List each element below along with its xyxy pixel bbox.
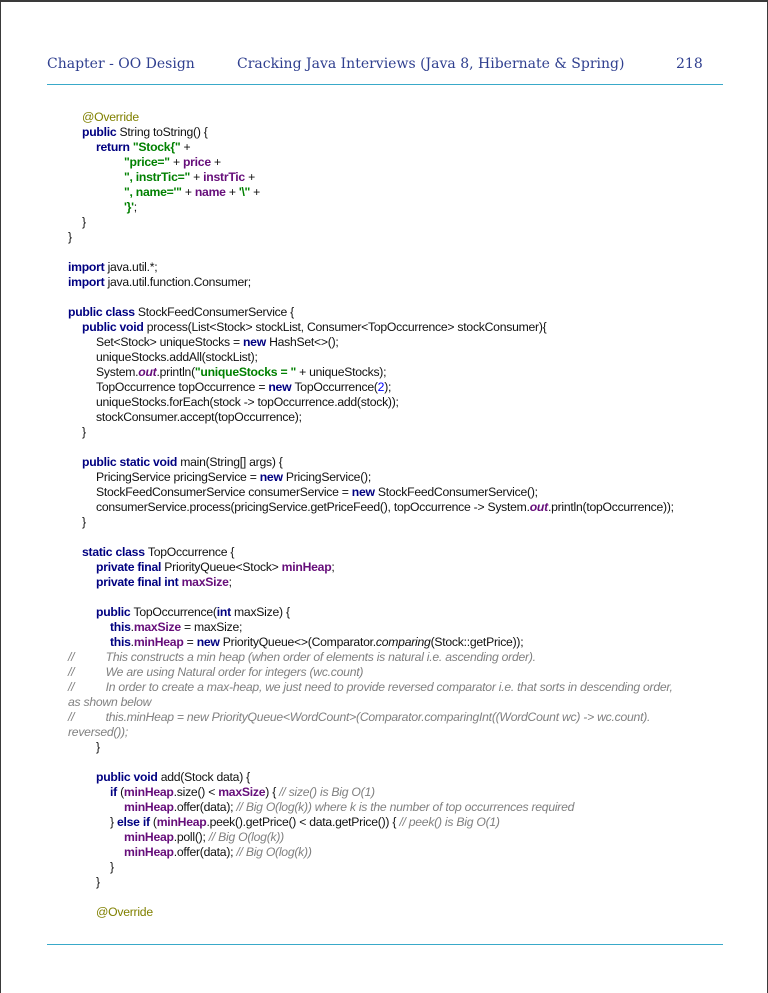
code-line	[82, 545, 234, 560]
code-token: // This constructs a min heap (when order of elements is natural i.e. ascending order).	[68, 650, 536, 664]
code-token: (Stock::getPrice));	[430, 635, 524, 649]
code-token: ;	[331, 560, 335, 574]
code-token: out	[529, 500, 548, 514]
code-token: .println(	[156, 365, 195, 379]
code-token: (	[152, 815, 157, 829]
code-token: return	[96, 140, 133, 154]
code-token: maxSize	[133, 620, 184, 634]
code-token: String toString() {	[119, 125, 208, 139]
code-line	[96, 770, 250, 785]
code-token: stockConsumer.accept(topOccurrence);	[96, 410, 302, 424]
code-line	[96, 500, 674, 515]
code-token: import	[68, 275, 108, 289]
code-token: static class	[82, 545, 148, 559]
code-line	[68, 275, 251, 290]
code-token: "uniqueStocks = "	[194, 365, 300, 379]
code-line	[96, 905, 153, 920]
code-token: // We are using Natural order for integers (wc.count)	[68, 665, 364, 679]
code-token: private final int	[96, 575, 182, 589]
code-token: // peek() is Big O(1)	[399, 815, 500, 829]
code-line	[110, 620, 242, 635]
code-token: ", name='"	[124, 185, 185, 199]
code-line	[68, 230, 72, 245]
code-token: (	[120, 785, 124, 799]
code-token: if	[110, 785, 121, 799]
code-line	[82, 110, 139, 125]
code-token: minHeap	[124, 845, 174, 859]
code-token: public void	[96, 770, 161, 784]
code-token: minHeap	[281, 560, 332, 574]
code-line	[82, 320, 546, 335]
code-token: HashSet<>();	[269, 335, 339, 349]
code-token: // In order to create a max-heap, we just need to provide reversed comparator i.e. that sorts in descending order,	[68, 680, 673, 694]
code-token: }	[82, 515, 86, 529]
code-token: System.	[96, 365, 139, 379]
code-token: .peek().getPrice() < data.getPrice()) {	[206, 815, 400, 829]
code-token: +	[183, 140, 191, 154]
code-token: price	[182, 155, 214, 169]
code-line	[82, 425, 86, 440]
code-line	[82, 515, 86, 530]
code-token: ) {	[265, 785, 280, 799]
code-line	[96, 140, 190, 155]
code-token: new	[196, 635, 223, 649]
code-token: }	[82, 425, 86, 439]
code-token: PriorityQueue<Stock>	[164, 560, 282, 574]
code-token: else if	[116, 815, 153, 829]
code-token: public	[82, 125, 120, 139]
code-token: add(Stock data) {	[160, 770, 250, 784]
code-token: ;	[228, 575, 232, 589]
code-token: =	[186, 635, 197, 649]
code-token: = maxSize;	[183, 620, 243, 634]
code-token: );	[384, 380, 392, 394]
code-line	[68, 695, 151, 710]
code-line	[82, 215, 86, 230]
code-token: +	[228, 185, 239, 199]
code-token: instrTic	[203, 170, 249, 184]
code-line	[124, 845, 312, 860]
code-token: new	[259, 470, 286, 484]
code-token: TopOccurrence(	[133, 605, 217, 619]
code-token: minHeap	[124, 830, 174, 844]
code-token: TopOccurrence topOccurrence =	[96, 380, 269, 394]
code-token: ", instrTic="	[124, 170, 194, 184]
code-line	[96, 605, 290, 620]
code-token: public class	[68, 305, 138, 319]
code-token: new	[351, 485, 378, 499]
code-line	[96, 875, 100, 890]
page-number: 218	[676, 56, 703, 72]
code-token: consumerService.process(pricingService.getPriceFeed(), topOccurrence -> System.	[96, 500, 530, 514]
code-token: .offer(data);	[173, 800, 237, 814]
code-token: +	[248, 170, 255, 184]
code-token: '\''	[238, 185, 254, 199]
code-token: // Big O(log(k))	[208, 830, 284, 844]
code-line	[124, 800, 574, 815]
code-token: import	[68, 260, 108, 274]
code-token: this	[110, 620, 131, 634]
code-line	[110, 860, 114, 875]
code-token: comparing	[375, 635, 431, 649]
code-token: .offer(data);	[173, 845, 237, 859]
code-token: StockFeedConsumerService {	[137, 305, 294, 319]
code-token: }	[68, 230, 72, 244]
code-token: StockFeedConsumerService();	[377, 485, 538, 499]
book-page	[1, 2, 767, 993]
code-token: +	[184, 185, 195, 199]
code-token: // Big O(log(k)) where k is the number of top occurrences required	[236, 800, 575, 814]
code-token: }	[82, 215, 86, 229]
code-token: // Big O(log(k))	[236, 845, 312, 859]
code-token: 2	[377, 380, 385, 394]
code-token: }	[96, 875, 100, 889]
code-token: uniqueStocks.addAll(stockList);	[96, 350, 258, 364]
code-token: }	[96, 740, 100, 754]
code-line	[110, 785, 375, 800]
code-line	[96, 380, 391, 395]
code-line	[68, 665, 363, 680]
code-token: int	[216, 605, 235, 619]
code-token: minHeap	[124, 800, 174, 814]
code-line	[124, 185, 260, 200]
code-token: // this.minHeap = new PriorityQueue<WordCount>(Comparator.comparingInt((WordCount wc) -> wc.count).	[68, 710, 651, 724]
code-token: .println(topOccurrence));	[547, 500, 674, 514]
code-token: main(String[] args) {	[180, 455, 283, 469]
code-line	[68, 305, 294, 320]
code-line	[68, 725, 128, 740]
code-token: TopOccurrence {	[147, 545, 235, 559]
code-token: public void	[82, 320, 147, 334]
code-line	[96, 350, 258, 365]
code-line	[96, 560, 335, 575]
code-token: reversed());	[68, 725, 128, 739]
code-token: out	[138, 365, 157, 379]
code-line	[68, 680, 673, 695]
code-token: +	[214, 155, 221, 169]
footer-rule	[47, 944, 723, 945]
code-token: StockFeedConsumerService consumerService =	[96, 485, 352, 499]
code-line	[68, 260, 157, 275]
code-line	[96, 410, 302, 425]
code-token: java.util.*;	[107, 260, 158, 274]
code-token: +	[172, 155, 183, 169]
code-line	[96, 335, 339, 350]
code-line	[96, 575, 232, 590]
code-token: TopOccurrence(	[294, 380, 378, 394]
code-token: public	[96, 605, 134, 619]
code-line	[68, 710, 650, 725]
code-token: PricingService pricingService =	[96, 470, 260, 484]
code-token: +	[253, 185, 260, 199]
code-line	[96, 395, 399, 410]
code-token: .	[130, 620, 134, 634]
code-token: PriorityQueue<>(Comparator.	[222, 635, 376, 649]
code-token: ;	[133, 200, 137, 214]
code-line	[96, 365, 386, 380]
code-token: '}'	[124, 200, 134, 214]
code-line	[110, 815, 500, 830]
code-token: "Stock{"	[132, 140, 184, 154]
code-line	[96, 740, 100, 755]
code-token: +	[193, 170, 204, 184]
code-token: name	[194, 185, 229, 199]
code-line	[96, 485, 538, 500]
code-token: }	[110, 815, 117, 829]
code-token: java.util.function.Consumer;	[107, 275, 251, 289]
code-token: maxSize	[181, 575, 229, 589]
code-line	[124, 200, 137, 215]
code-token: "price="	[124, 155, 173, 169]
code-line	[68, 650, 536, 665]
code-token: + uniqueStocks);	[299, 365, 387, 379]
code-token: minHeap	[156, 815, 207, 829]
code-token: maxSize	[218, 785, 266, 799]
code-token: new	[268, 380, 295, 394]
code-line	[110, 635, 523, 650]
code-token: as shown below	[68, 695, 152, 709]
header-rule	[47, 84, 723, 85]
book-title: Cracking Java Interviews (Java 8, Hibernate & Spring)	[237, 56, 625, 72]
code-token: PricingService();	[285, 470, 371, 484]
code-token: private final	[96, 560, 165, 574]
code-token: @Override	[96, 905, 153, 919]
code-line	[96, 470, 371, 485]
chapter-title: Chapter - OO Design	[47, 56, 195, 72]
code-line	[82, 455, 283, 470]
code-line	[82, 125, 208, 140]
code-token: @Override	[82, 110, 139, 124]
code-token: this	[110, 635, 131, 649]
code-token: minHeap	[133, 635, 187, 649]
code-line	[124, 170, 255, 185]
code-token: .size() <	[173, 785, 219, 799]
code-token: Set<Stock> uniqueStocks =	[96, 335, 243, 349]
code-token: .poll();	[173, 830, 209, 844]
code-line	[124, 830, 284, 845]
code-token: public static void	[82, 455, 181, 469]
code-token: // size() is Big O(1)	[279, 785, 375, 799]
code-token: minHeap	[123, 785, 174, 799]
code-token: .	[130, 635, 134, 649]
code-line	[124, 155, 221, 170]
code-token: uniqueStocks.forEach(stock -> topOccurrence.add(stock));	[96, 395, 399, 409]
code-token: maxSize) {	[234, 605, 290, 619]
code-token: process(List<Stock> stockList, Consumer<TopOccurrence> stockConsumer){	[146, 320, 547, 334]
code-token: }	[110, 860, 114, 874]
code-token: new	[242, 335, 270, 349]
